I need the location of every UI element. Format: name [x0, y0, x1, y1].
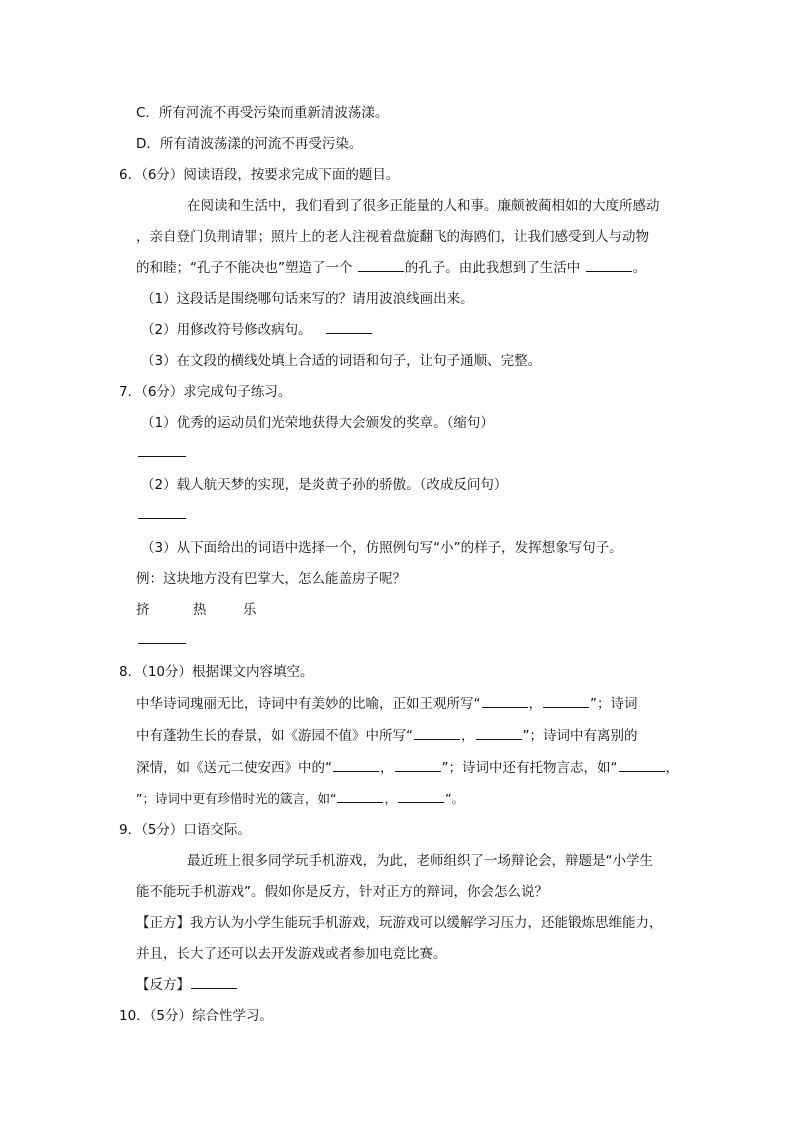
q8-line-3-comma: ， [380, 760, 394, 776]
q6-paragraph-line-3-a: 的和睦；“孔子不能决也”塑造了一个 [136, 260, 353, 276]
q8-line-3-text-c: ”；诗词中还有托物言志，如“ [441, 760, 618, 776]
q6-paragraph-line-3-b: 的孔子。由此我想到了生活中 [404, 260, 581, 276]
q6-paragraph-line-1: 在阅读和生活中，我们看到了很多正能量的人和事。廉颇被蔺相如的大度所感动 [187, 198, 660, 214]
q6-sub-2 [141, 320, 373, 340]
q7-sub-3: （3）从下面给出的词语中选择一个，仿照例句写“小”的样子，发挥想象写句子。 [141, 540, 623, 556]
q6-answer-blank-1[interactable] [358, 258, 404, 272]
q7-word-3: 乐 [243, 602, 257, 618]
q7-word-2: 热 [193, 602, 207, 618]
q9-pro-line-2: 并且，长大了还可以去开发游戏或者参加电竞比赛。 [136, 946, 447, 962]
q7-sub-2: （2）载人航天梦的实现，是炎黄子孙的骄傲。（改成反问句） [141, 477, 508, 493]
q8-line-3-comma-2: ， [665, 760, 679, 776]
q8-line-1 [136, 694, 638, 714]
q6-paragraph-line-3 [136, 258, 646, 278]
q7-header: 7．（6分）求完成句子练习。 [119, 384, 292, 400]
q7-sub-1-answer-line[interactable] [138, 455, 186, 457]
q6-header: 6．（6分）阅读语段，按要求完成下面的题目。 [119, 167, 400, 183]
q7-example: 例：这块地方没有巴掌大，怎么能盖房子呢？ [136, 571, 406, 587]
q6-paragraph-line-3-c: 。 [632, 260, 647, 276]
q8-line-4 [136, 789, 464, 809]
q9-con-label: 【反方】 [136, 977, 190, 993]
q6-answer-blank-2[interactable] [586, 258, 632, 272]
q6-sub-2-blank[interactable] [326, 320, 372, 334]
q8-line-4-text-a: ”；诗词中更有珍惜时光的箴言，如“ [136, 791, 337, 806]
q8-line-2-text-c: ”；诗词中有离别的 [522, 728, 638, 744]
q7-sub-2-answer-line[interactable] [138, 517, 186, 519]
q9-con-line [136, 975, 238, 995]
q5-option-c: C．所有河流不再受污染而重新清波荡漾。 [136, 105, 389, 121]
q8-line-2-text-a: 中有蓬勃生长的春景，如《游园不值》中所写“ [136, 728, 413, 744]
q8-blank-2[interactable] [543, 694, 589, 708]
q9-header: 9．（5分）口语交际。 [119, 822, 251, 838]
q9-pro-line-1: 【正方】我方认为小学生能玩手机游戏，玩游戏可以缓解学习压力，还能锻炼思维能力， [136, 915, 663, 931]
q9-paragraph-line-2: 能不能玩手机游戏”。假如你是反方，针对正方的辩词，你会怎么说？ [136, 884, 548, 900]
q6-paragraph-line-2: ，亲自登门负荆请罪；照片上的老人注视着盘旋翻飞的海鸥们，让我们感受到人与动物 [136, 229, 649, 245]
q7-sub-1: （1）优秀的运动员们光荣地获得大会颁发的奖章。（缩句） [141, 415, 494, 431]
q9-paragraph-line-1: 最近班上很多同学玩手机游戏，为此，老师组织了一场辩论会，辩题是“小学生 [187, 853, 653, 869]
q8-blank-5[interactable] [333, 758, 379, 772]
q8-line-1-comma: ， [528, 696, 542, 712]
q10-header: 10．（5分）综合性学习。 [119, 1008, 274, 1024]
q8-line-4-comma: ， [384, 791, 397, 806]
q8-line-3-text-a: 深情，如《送元二使安西》中的“ [136, 760, 332, 776]
q8-line-4-text-c: ”。 [444, 791, 464, 806]
q8-blank-8[interactable] [337, 789, 383, 803]
q8-blank-3[interactable] [414, 726, 460, 740]
q8-blank-4[interactable] [476, 726, 522, 740]
q5-option-d: D．所有清波荡漾的河流不再受污染。 [136, 136, 363, 152]
q7-sub-3-answer-line[interactable] [138, 642, 186, 644]
q8-blank-6[interactable] [395, 758, 441, 772]
q8-line-1-text-a: 中华诗词瑰丽无比，诗词中有美妙的比喻，正如王观所写“ [136, 696, 481, 712]
q8-blank-9[interactable] [398, 789, 444, 803]
q9-con-answer-blank[interactable] [191, 975, 237, 989]
q8-line-2 [136, 726, 638, 746]
q8-blank-7[interactable] [619, 758, 665, 772]
q7-word-1: 挤 [136, 602, 150, 618]
q8-line-1-text-c: ”；诗词 [590, 696, 638, 712]
q6-sub-1: （1）这段话是围绕哪句话来写的？请用波浪线画出来。 [141, 291, 474, 307]
q6-sub-2-text: （2）用修改符号修改病句。 [141, 322, 312, 338]
q8-line-2-comma: ， [461, 728, 475, 744]
q8-blank-1[interactable] [482, 694, 528, 708]
q8-line-3 [136, 758, 679, 778]
q8-header: 8．（10分）根据课文内容填空。 [119, 664, 314, 680]
q6-sub-3: （3）在文段的横线处填上合适的词语和句子，让句子通顺、完整。 [141, 353, 542, 369]
